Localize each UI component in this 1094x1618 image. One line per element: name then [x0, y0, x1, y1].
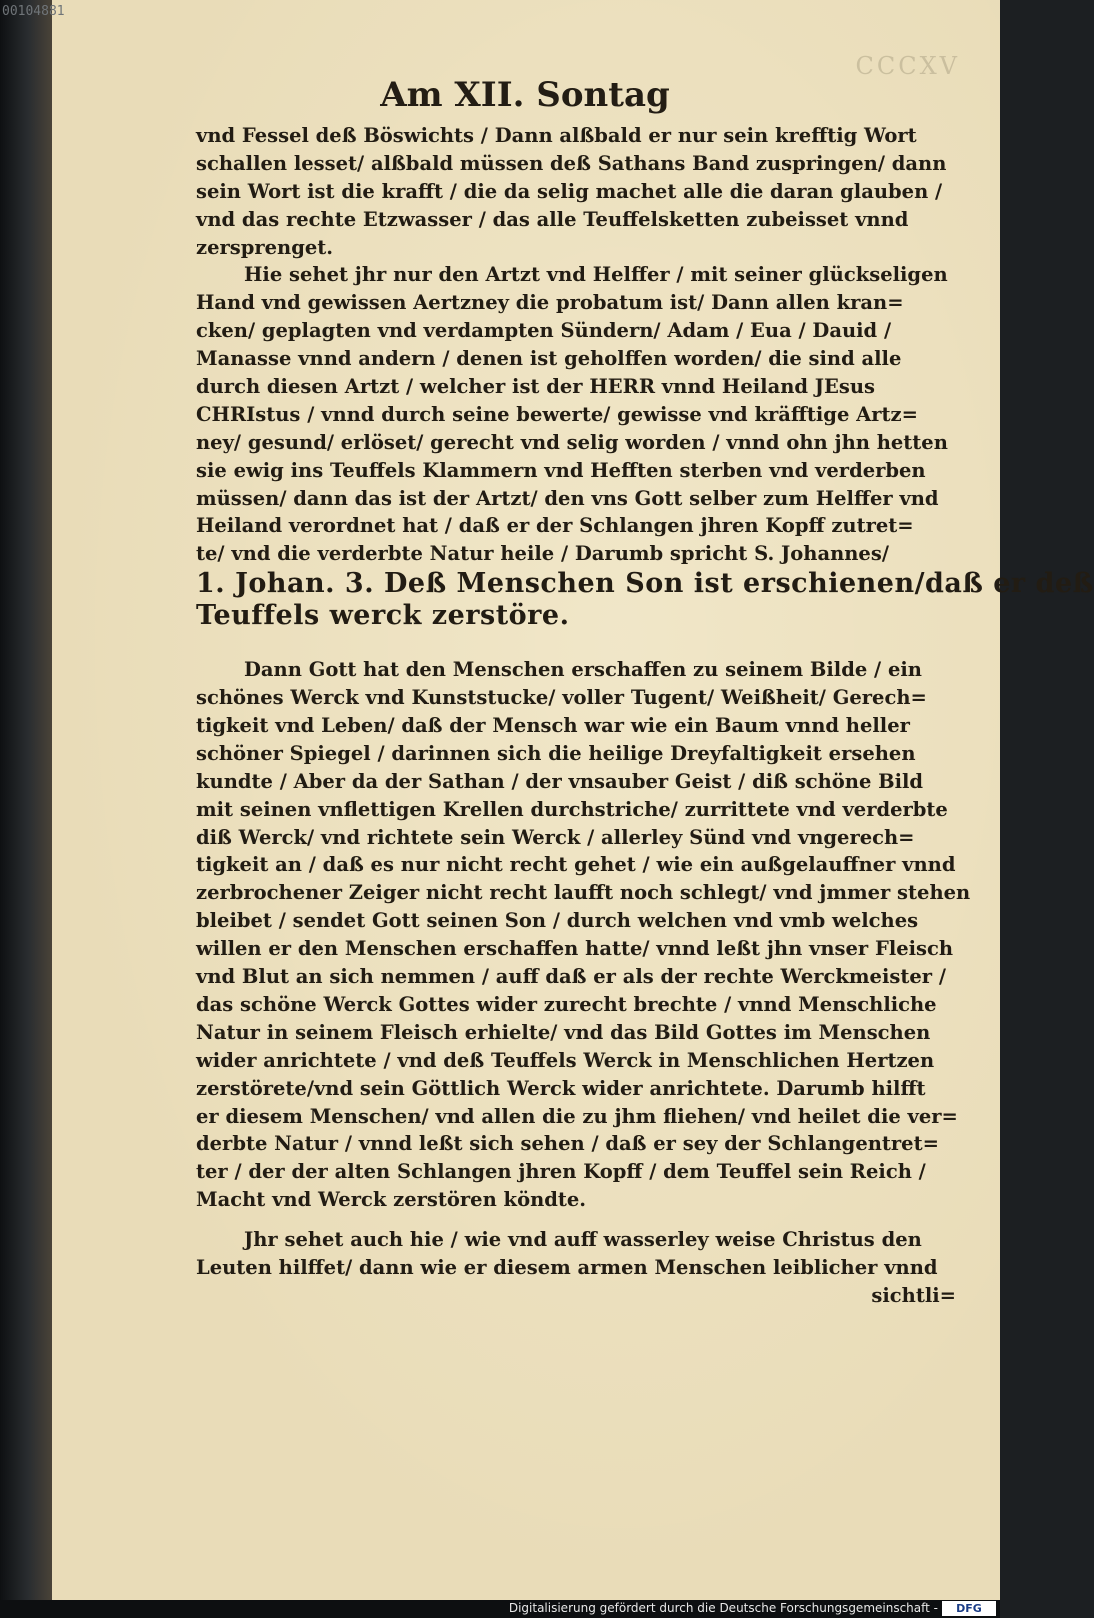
book-spine [0, 0, 52, 1600]
text-line: derbte Natur / vnnd leßt sich sehen / daß er sey der Schlangentret= [196, 1132, 939, 1156]
text-line: tigkeit an / daß es nur nicht recht gehet / wie ein außgelauffner vnnd [196, 853, 956, 877]
text-line: schöner Spiegel / darinnen sich die heilige Dreyfaltigkeit ersehen [196, 741, 916, 765]
text-line: Manasse vnnd andern / denen ist geholffen worden/ die sind alle [196, 347, 902, 371]
text-line: bleibet / sendet Gott seinen Son / durch welchen vnd vmb welches [196, 909, 919, 933]
text-line: kundte / Aber da der Sathan / der vnsauber Geist / diß schöne Bild [196, 769, 924, 793]
text-line: müssen/ dann das ist der Artzt/ den vns Gott selber zum Helffer vnd [196, 486, 939, 510]
archive-id: 00104881 [2, 4, 65, 19]
text-line: CHRIstus / vnnd durch seine bewerte/ gewisse vnd kräfftige Artz= [196, 402, 918, 426]
paragraph-3 [196, 656, 971, 1214]
text-line: Macht vnd Werck zerstören köndte. [196, 1188, 587, 1212]
text-line: vnd Fessel deß Böswichts / Dann alßbald er nur sein krefftig Wort [196, 124, 917, 147]
paragraph-gap [196, 632, 956, 656]
text-line: mit seinen vnflettigen Krellen durchstriche/ zurrittete vnd verderbte [196, 797, 948, 821]
text-line: willen er den Menschen erschaffen hatte/ vnnd leßt jhn vnser Fleisch [196, 937, 954, 961]
text-line: diß Werck/ vnd richtete sein Werck / allerley Sünd vnd vngerech= [196, 825, 915, 849]
text-line: vnd das rechte Etzwasser / das alle Teuffelsketten zubeisset vnnd [196, 207, 909, 231]
text-line: ney/ gesund/ erlöset/ gerecht vnd selig worden / vnnd ohn jhn hetten [196, 430, 948, 454]
text-line: Heiland verordnet hat / daß er der Schlangen jhren Kopff zutret= [196, 514, 914, 538]
paragraph-4 [196, 1226, 956, 1310]
text-line: sie ewig ins Teuffels Klammern vnd Hefften sterben vnd verderben [196, 458, 926, 482]
text-line: Hie sehet jhr nur den Artzt vnd Helffer / mit seiner glückseligen [244, 263, 948, 287]
text-line: das schöne Werck Gottes wider zurecht brechte / vnnd Menschliche [196, 992, 937, 1016]
paragraph-gap [196, 1214, 956, 1226]
dfg-logo: DFG [942, 1601, 996, 1616]
citation-line: 1. Johan. 3. Deß Menschen Son ist erschienen/daß er deß [196, 568, 1094, 600]
text-line: er diesem Menschen/ vnd allen die zu jhm fliehen/ vnd heilet die ver= [196, 1104, 958, 1128]
citation-line: Teuffels werck zerstöre. [196, 600, 570, 632]
text-line: Jhr sehet auch hie / wie vnd auff wasserley weise Christus den [244, 1228, 922, 1252]
text-line: zerbrochener Zeiger nicht recht laufft noch schlegt/ vnd jmmer stehen [196, 881, 971, 905]
text-line: schönes Werck vnd Kunststucke/ voller Tugent/ Weißheit/ Gerech= [196, 686, 927, 710]
catchword: sichtli= [871, 1283, 956, 1307]
text-line: zerstörete/vnd sein Göttlich Werck wider anrichtete. Darumb hilfft [196, 1076, 926, 1100]
text-line: wider anrichtete / vnd deß Teuffels Werck in Menschlichen Hertzen [196, 1048, 935, 1072]
running-head: Am XII. Sontag [380, 75, 670, 115]
text-line: zersprenget. [196, 235, 334, 259]
text-line: Leuten hilffet/ dann wie er diesem armen Menschen leiblicher vnnd [196, 1255, 938, 1279]
text-line: sein Wort ist die krafft / die da selig machet alle die daran glauben / [196, 179, 943, 203]
text-line: ter / der der alten Schlangen jhren Kopff / dem Teuffel sein Reich / [196, 1160, 926, 1184]
text-line: tigkeit vnd Leben/ daß der Mensch war wie ein Baum vnnd heller [196, 714, 910, 738]
text-line: durch diesen Artzt / welcher ist der HERR vnnd Heiland JEsus [196, 375, 876, 399]
folio-number: CCCXV [855, 52, 960, 80]
text-line: vnd Blut an sich nemmen / auff daß er als der rechte Werckmeister / [196, 965, 946, 989]
paragraph-1 [196, 122, 956, 261]
text-line: te/ vnd die verderbte Natur heile / Darumb spricht S. Johannes/ [196, 542, 889, 566]
text-line: cken/ geplagten vnd verdampten Sündern/ Adam / Eua / Dauid / [196, 319, 892, 343]
footer-bar [0, 1600, 1000, 1618]
footer-credit: Digitalisierung gefördert durch die Deutsche Forschungsgemeinschaft - [508, 1601, 938, 1615]
text-block [196, 122, 1094, 1310]
citation [196, 568, 1094, 632]
text-line: Hand vnd gewissen Aertzney die probatum ist/ Dann allen kran= [196, 291, 904, 315]
text-line: Dann Gott hat den Menschen erschaffen zu seinem Bilde / ein [244, 658, 922, 682]
text-line: Natur in seinem Fleisch erhielte/ vnd das Bild Gottes im Menschen [196, 1020, 931, 1044]
paragraph-2 [196, 261, 956, 568]
text-line: schallen lesset/ alßbald müssen deß Sathans Band zuspringen/ dann [196, 151, 947, 175]
